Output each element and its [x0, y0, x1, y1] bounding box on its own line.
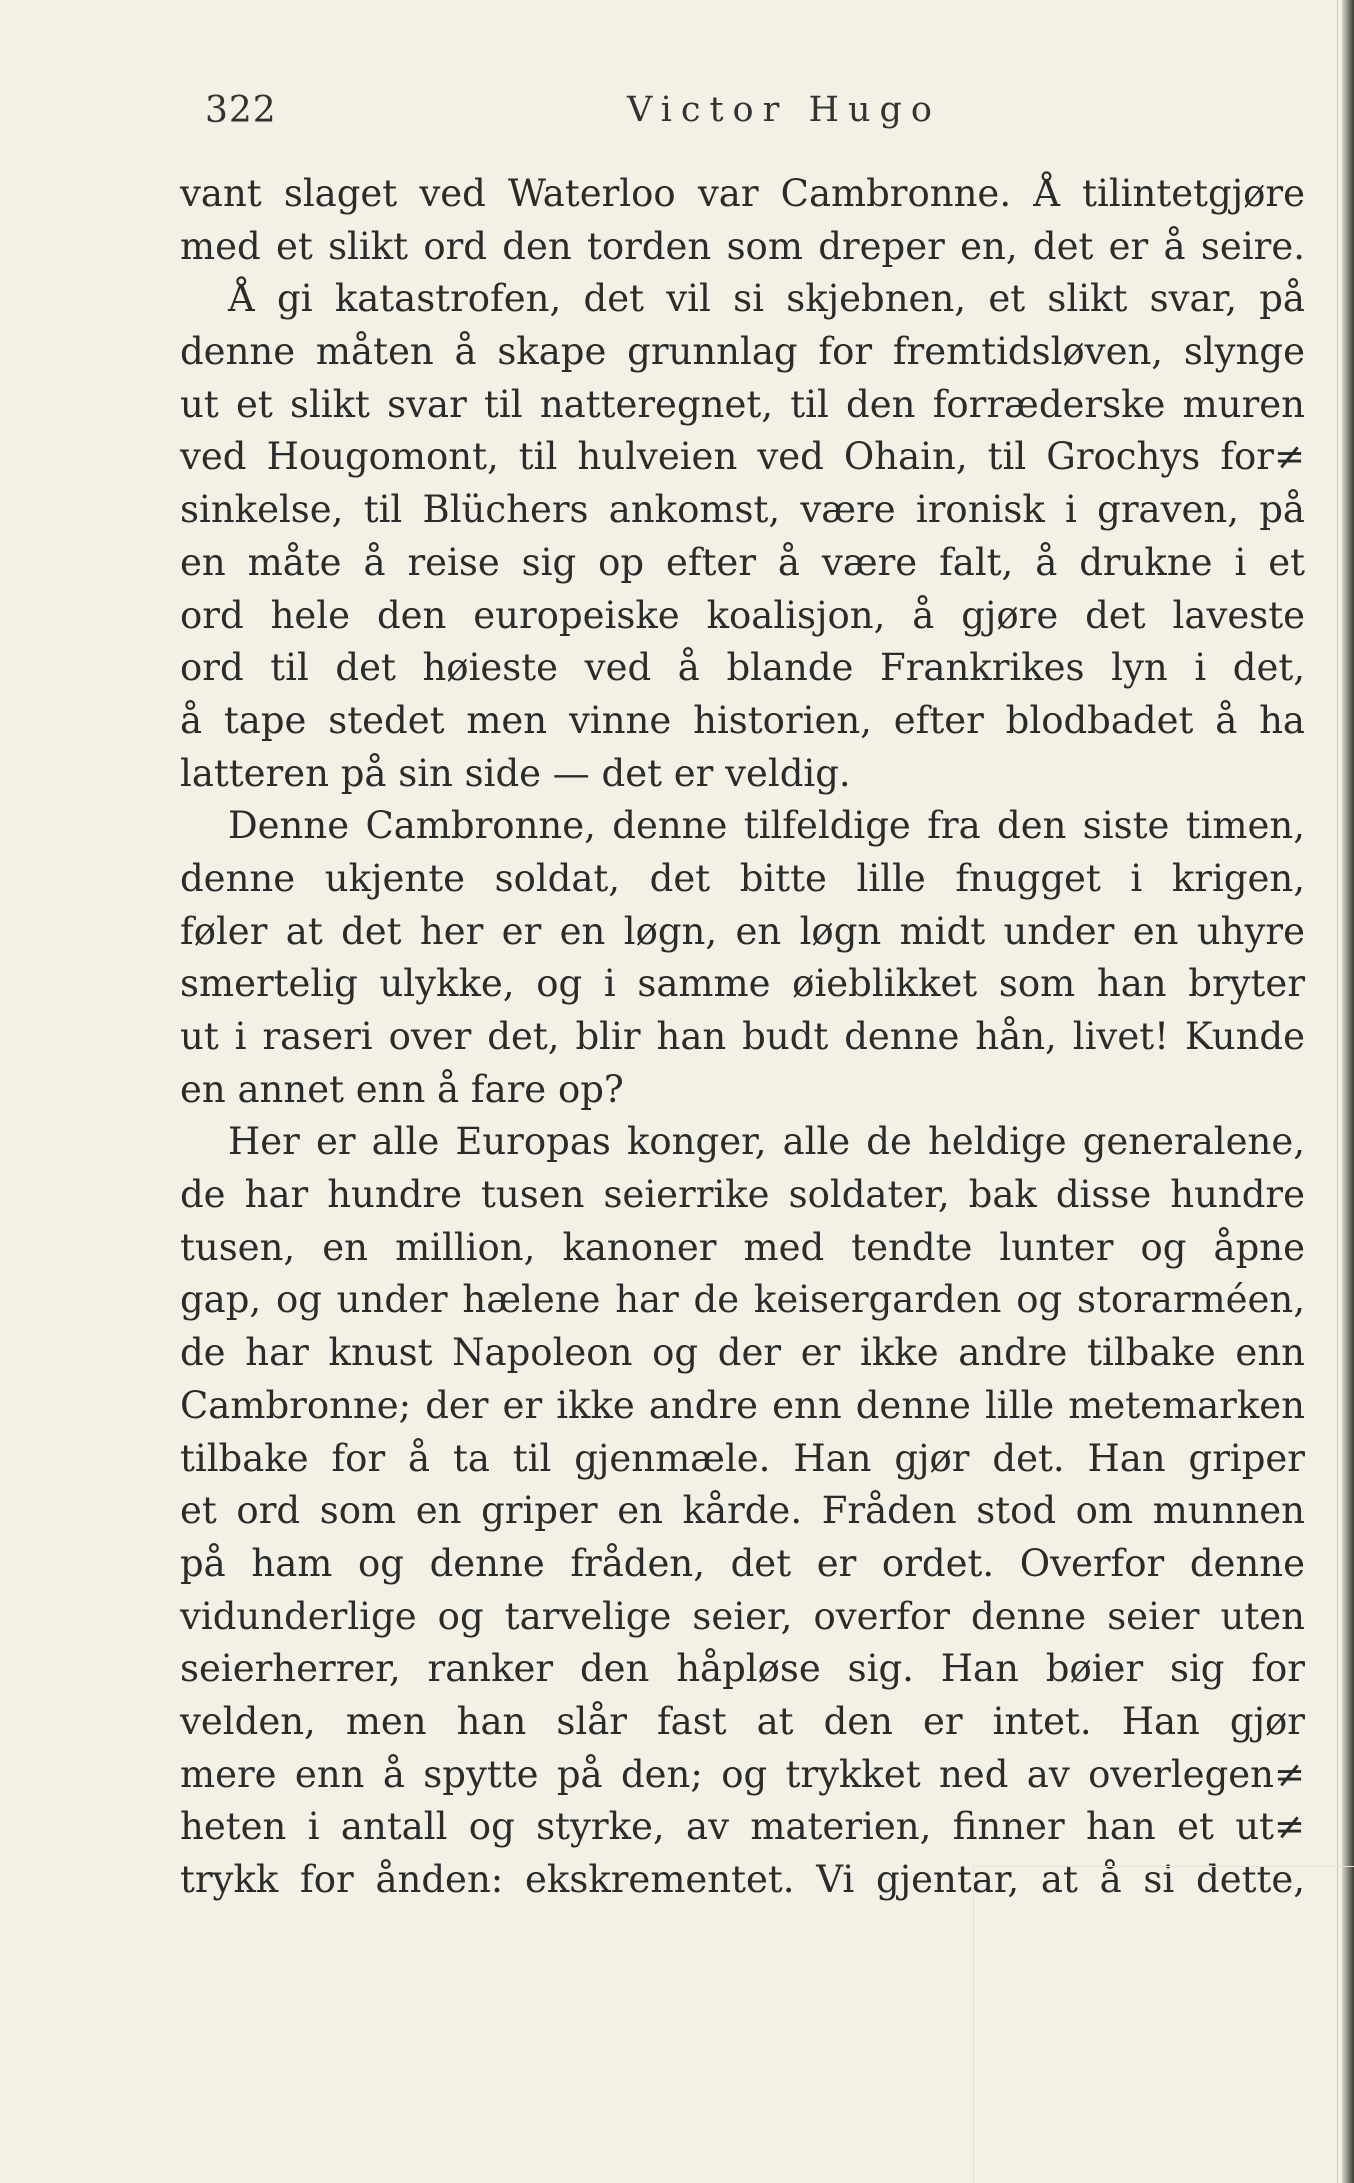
text-line: vidunderlige og tarvelige seier, overfor denne seier uten — [180, 1594, 1305, 1638]
text-line: føler at det her er en løgn, en løgn midt under en uhyre — [180, 909, 1305, 953]
page-edge-line — [1337, 0, 1338, 2183]
text-line: mere enn å spytte på den; og trykket ned av overlegen≠ — [180, 1752, 1305, 1796]
text-line: denne måten å skape grunnlag for fremtidsløven, slynge — [180, 330, 1305, 374]
text-line: latteren på sin side — det er veldig. — [180, 751, 851, 795]
text-line: ut et slikt svar til natteregnet, til den forræderske muren — [180, 382, 1305, 426]
text-line: på ham og denne fråden, det er ordet. Overfor denne — [180, 1541, 1305, 1585]
book-spine — [1342, 0, 1354, 2183]
text-line: vant slaget ved Waterloo var Cambronne. Å tilintetgjøre — [180, 172, 1305, 215]
text-line: å tape stedet men vinne historien, efter blodbadet å ha — [180, 698, 1305, 742]
text-line: ut i raseri over det, blir han budt denne hån, livet! Kunde — [180, 1015, 1305, 1058]
text-line: tusen, en million, kanoner med tendte lunter og åpne — [180, 1225, 1305, 1269]
text-line: sinkelse, til Blüchers ankomst, være ironisk i graven, på — [180, 488, 1305, 532]
page-number: 322 — [205, 90, 277, 131]
text-line: velden, men han slår fast at den er intet. Han gjør — [180, 1699, 1305, 1743]
text-line: Å gi katastrofen, det vil si skjebnen, et slikt svar, på — [228, 277, 1305, 321]
text-line: gap, og under hælene har de keisergarden og storarméen, — [180, 1278, 1305, 1322]
text-line: Cambronne; der er ikke andre enn denne lille metemarken — [180, 1383, 1305, 1427]
text-line: en måte å reise sig op efter å være falt, å drukne i et — [180, 540, 1305, 584]
text-line: seierherrer, ranker den håpløse sig. Han bøier sig for — [180, 1647, 1305, 1691]
text-line: de har hundre tusen seierrike soldater, bak disse hundre — [180, 1173, 1305, 1217]
text-line: Her er alle Europas konger, alle de heldige generalene, — [228, 1120, 1305, 1164]
text-line: ved Hougomont, til hulveien ved Ohain, til Grochys for≠ — [180, 435, 1305, 479]
body-text — [180, 168, 1305, 1907]
text-line: de har knust Napoleon og der er ikke andre tilbake enn — [180, 1331, 1305, 1375]
running-title: Victor Hugo — [627, 90, 941, 130]
text-line: Denne Cambronne, denne tilfeldige fra den siste timen, — [228, 804, 1305, 848]
text-line: smertelig ulykke, og i samme øieblikket som han bryter — [180, 962, 1305, 1006]
text-line: et ord som en griper en kårde. Fråden stod om munnen — [180, 1489, 1305, 1533]
text-line: trykk for ånden: ekskrementet. Vi gjentar, at å si dette, — [180, 1858, 1305, 1901]
text-line: tilbake for å ta til gjenmæle. Han gjør det. Han griper — [180, 1436, 1305, 1480]
running-head — [205, 90, 1315, 130]
text-line: ord til det høieste ved å blande Frankrikes lyn i det, — [180, 646, 1305, 690]
text-line: ord hele den europeiske koalisjon, å gjøre det laveste — [180, 593, 1305, 637]
text-line: en annet enn å fare op? — [180, 1067, 624, 1111]
text-line: heten i antall og styrke, av materien, finner han et ut≠ — [180, 1805, 1305, 1849]
scan-artifact — [973, 1866, 1354, 2183]
text-line: med et slikt ord den torden som dreper en, det er å seire. — [180, 224, 1305, 268]
text-line: denne ukjente soldat, det bitte lille fnugget i krigen, — [180, 856, 1305, 900]
